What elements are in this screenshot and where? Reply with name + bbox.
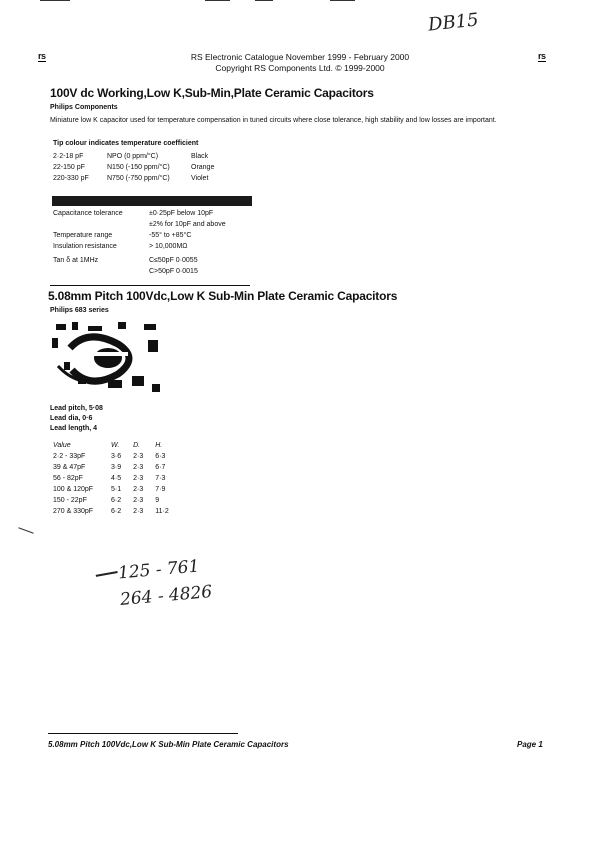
section2-title: 5.08mm Pitch 100Vdc,Low K Sub-Min Plate Ceramic Capacitors xyxy=(48,289,398,303)
cell: 3·9 xyxy=(111,464,122,471)
tip-coeff: N750 (-750 ppm/°C) xyxy=(107,175,170,182)
cell: 2·3 xyxy=(133,475,144,482)
table-row xyxy=(53,451,181,462)
footer-rule xyxy=(48,733,238,734)
section-divider xyxy=(50,285,250,286)
tip-colour: Orange xyxy=(191,164,215,171)
table-row xyxy=(53,462,181,473)
section2-series: Philips 683 series xyxy=(50,307,109,314)
cell: 6·3 xyxy=(155,453,166,460)
table-row xyxy=(53,219,226,230)
capacitor-image xyxy=(48,318,170,398)
tip-colour: Violet xyxy=(191,175,209,182)
cell: 2·3 xyxy=(133,453,144,460)
spec-label: Capacitance tolerance xyxy=(53,210,123,217)
footer-title: 5.08mm Pitch 100Vdc,Low K Sub-Min Plate Ceramic Capacitors xyxy=(48,740,289,749)
cell: 11·2 xyxy=(155,508,169,515)
spec-label: Temperature range xyxy=(53,232,113,239)
cell: 100 & 120pF xyxy=(53,486,94,493)
spec-label: Insulation resistance xyxy=(53,243,117,250)
scan-mark xyxy=(40,0,70,1)
tip-coeff: N150 (-150 ppm/°C) xyxy=(107,164,170,171)
spec-table xyxy=(53,208,226,277)
spec-value: C≤50pF 0·0055 xyxy=(149,257,198,264)
cell: 7·3 xyxy=(155,475,166,482)
spec-label xyxy=(53,266,149,277)
cell: 56 - 82pF xyxy=(53,475,83,482)
spec-value: ±2% for 10pF and above xyxy=(149,221,226,228)
cell: 270 & 330pF xyxy=(53,508,94,515)
table-row xyxy=(53,484,181,495)
lead-pitch: Lead pitch, 5·08 xyxy=(50,405,103,412)
header-line-1: RS Electronic Catalogue November 1999 - February 2000 xyxy=(190,52,410,62)
cell: 150 - 22pF xyxy=(53,497,87,504)
tip-colour-heading: Tip colour indicates temperature coefficient xyxy=(53,140,199,147)
cell: 2·3 xyxy=(133,497,144,504)
spec-value: -55° to +85°C xyxy=(149,232,192,239)
tip-colour-table xyxy=(53,151,214,184)
scan-mark xyxy=(330,0,355,1)
col-value: Value xyxy=(53,442,71,449)
table-row xyxy=(53,266,226,277)
scan-mark xyxy=(205,0,230,1)
tip-coeff: NPO (0 ppm/°C) xyxy=(107,153,159,160)
lead-length: Lead length, 4 xyxy=(50,425,98,432)
spec-value: C>50pF 0·0015 xyxy=(149,268,198,275)
dimensions-table xyxy=(53,440,181,517)
spec-label xyxy=(53,219,149,230)
spec-label: Tan δ at 1MHz xyxy=(53,257,99,264)
strikethrough-scribble xyxy=(94,563,117,577)
cell: 2·2 - 33pF xyxy=(53,453,86,460)
cell: 7·9 xyxy=(155,486,166,493)
header-line-2: Copyright RS Components Ltd. © 1999-2000 xyxy=(215,63,385,73)
col-w: W. xyxy=(111,442,120,449)
table-row xyxy=(53,241,226,252)
lead-dia: Lead dia, 0·6 xyxy=(50,415,93,422)
page-number: Page 1 xyxy=(517,740,543,749)
spec-header-bar xyxy=(52,196,252,206)
section1-description: Miniature low K capacitor used for temperature compensation in tuned circuits where close tolerance, high stability and low losses are important. xyxy=(50,117,497,124)
table-row xyxy=(53,506,181,517)
tip-range: 220-330 pF xyxy=(53,175,89,182)
section1-title: 100V dc Working,Low K,Sub-Min,Plate Ceramic Capacitors xyxy=(50,86,374,100)
rs-logo-right: rs xyxy=(538,51,546,61)
table-row xyxy=(53,495,181,506)
table-row xyxy=(53,208,226,219)
handwritten-number-1: 125 - 761 xyxy=(117,556,201,584)
table-header-row xyxy=(53,440,181,451)
cell: 6·2 xyxy=(111,508,122,515)
tip-colour: Black xyxy=(191,153,209,160)
rs-logo-left: rs xyxy=(38,51,46,61)
cell: 2·3 xyxy=(133,464,144,471)
cell: 5·1 xyxy=(111,486,122,493)
table-row xyxy=(53,252,226,266)
handwritten-number-2: 264 - 4826 xyxy=(119,582,213,610)
spec-value: > 10,000MΩ xyxy=(149,243,188,250)
col-d: D. xyxy=(133,442,141,449)
cell: 39 & 47pF xyxy=(53,464,86,471)
cell: 6·2 xyxy=(111,497,122,504)
cell: 2·3 xyxy=(133,486,144,493)
table-row xyxy=(53,173,214,184)
catalogue-header xyxy=(120,52,480,74)
tip-range: 2·2-18 pF xyxy=(53,153,84,160)
table-row xyxy=(53,473,181,484)
table-row xyxy=(53,151,214,162)
section1-brand: Philips Components xyxy=(50,104,118,111)
cell: 4·5 xyxy=(111,475,122,482)
corner-annotation: DB15 xyxy=(427,9,480,36)
table-row xyxy=(53,230,226,241)
tip-range: 22-150 pF xyxy=(53,164,85,171)
cell: 2·3 xyxy=(133,508,144,515)
col-h: H. xyxy=(155,442,163,449)
scan-mark xyxy=(255,0,273,1)
spec-value: ±0·25pF below 10pF xyxy=(149,210,214,217)
cell: 9 xyxy=(155,497,160,504)
table-row xyxy=(53,162,214,173)
cell: 6·7 xyxy=(155,464,166,471)
scan-mark xyxy=(18,527,33,533)
cell: 3·6 xyxy=(111,453,122,460)
